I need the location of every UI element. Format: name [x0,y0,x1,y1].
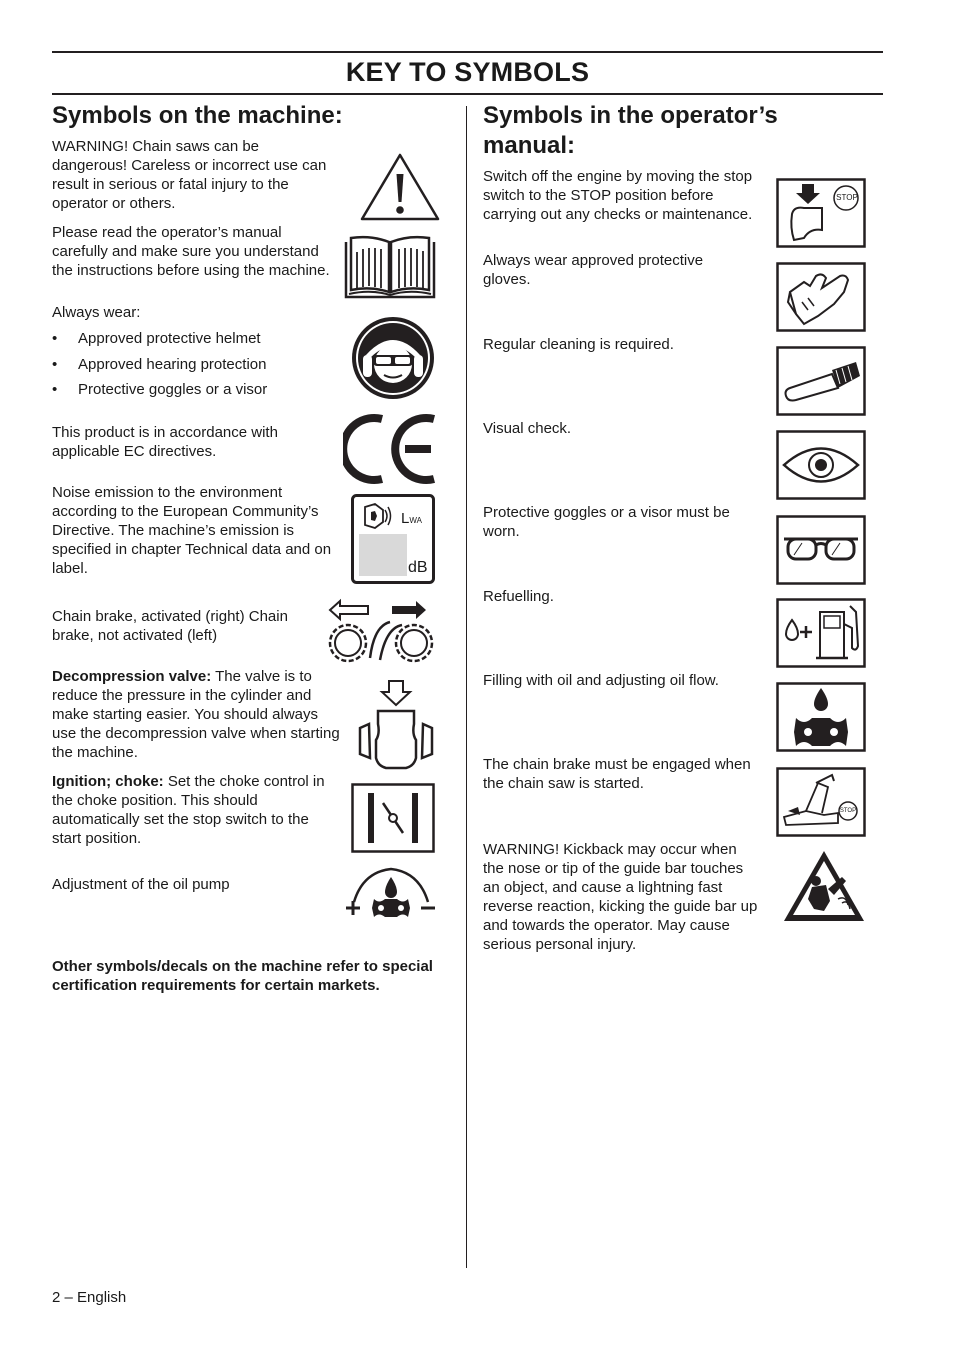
cleaning-text: Regular cleaning is required. [483,336,674,353]
protective-gloves-icon [776,262,866,332]
stop-label: STOP [836,193,858,202]
kickback-warning-icon [782,849,866,923]
oil-pump-text: Adjustment of the oil pump [52,876,230,893]
warning-triangle-icon [359,152,441,222]
goggles-icon [776,515,866,585]
noise-text: Noise emission to the environment according to the European Community’s Directive. The machine’s emission is specified in chapter Technical data and on label. [52,484,332,577]
decompression-text [52,667,342,762]
cleaning-brush-icon [776,346,866,416]
always-wear-label: Always wear: [52,304,141,321]
bullet: • [52,356,58,373]
column-divider [466,106,467,1268]
bullet: • [52,381,58,398]
list-item-text: Approved hearing protection [78,356,267,373]
eye-icon [776,430,866,500]
db-label: dB [408,559,428,576]
ce-mark-icon [343,413,439,485]
visual-check-text: Visual check. [483,420,572,437]
list-item [52,380,312,399]
ec-text: This product is in accordance with applicable EC directives. [52,424,278,460]
decompression-valve-icon [356,678,436,772]
oil-filling-text: Filling with oil and adjusting oil flow. [483,672,719,689]
bullet: • [52,330,58,347]
refuelling-text: Refuelling. [483,588,554,605]
other-symbols-note: Other symbols/decals on the machine refer to special certification requirements for certain markets. [52,958,433,994]
ignition-label: Ignition; choke: [52,773,164,790]
title-rule [52,93,883,95]
top-rule [52,51,883,53]
noise-emission-icon [351,494,435,584]
stop-switch-text: Switch off the engine by moving the stop switch to the STOP position before carrying out any checks or maintenance. [483,168,753,223]
goggles-text: Protective goggles or a visor must be worn. [483,504,730,540]
manual-text: Please read the operator’s manual carefully and make sure you understand the instructions before using the machine. [52,224,330,279]
open-book-icon [343,234,437,300]
list-item-text: Protective goggles or a visor [78,381,268,398]
oil-pump-adjustment-icon [343,864,439,920]
ignition-desc: Set the choke control in the choke position. This should automatically set the stop switch to the start position. [52,773,325,847]
stop-switch-icon [776,178,866,248]
chain-brake-text: Chain brake, activated (right) Chain brake, not activated (left) [52,608,288,644]
decompression-label: Decompression valve: [52,668,212,685]
ignition-text [52,772,337,848]
heading-symbols-machine: Symbols on the machine: [52,102,343,129]
list-item [52,355,312,374]
chain-brake-engaged-text: The chain brake must be engaged when the chain saw is started. [483,756,751,792]
page-footer: 2 – English [52,1289,127,1306]
refuelling-icon [776,598,866,668]
stop-label: STOP [839,808,857,814]
chain-brake-start-icon [776,767,866,837]
warning-text: WARNING! Chain saws can be dangerous! Careless or incorrect use can result in serious or fatal injury to the operator or others. [52,138,327,212]
list-item [52,329,312,348]
choke-icon [351,783,435,853]
oil-filling-icon [776,682,866,752]
list-item-text: Approved protective helmet [78,330,261,347]
decompression-desc: The valve is to reduce the pressure in the cylinder and make starting easier. You should always use the decompression valve when starting the machine. [52,668,340,761]
kickback-warning-text: WARNING! Kickback may occur when the nose or tip of the guide bar touches an object, and cause a lightning fast reverse reaction, kicking the guide bar up and towards the operator. May cause serious personal injury. [483,841,758,953]
heading-symbols-manual: Symbols in the operator’s manual: [483,102,778,159]
lwa-label: LWA [401,510,422,527]
chain-brake-icon [322,598,438,666]
helmet-goggles-ear-protection-icon [350,315,436,401]
page-title: KEY TO SYMBOLS [345,57,590,87]
gloves-text: Always wear approved protective gloves. [483,252,704,288]
